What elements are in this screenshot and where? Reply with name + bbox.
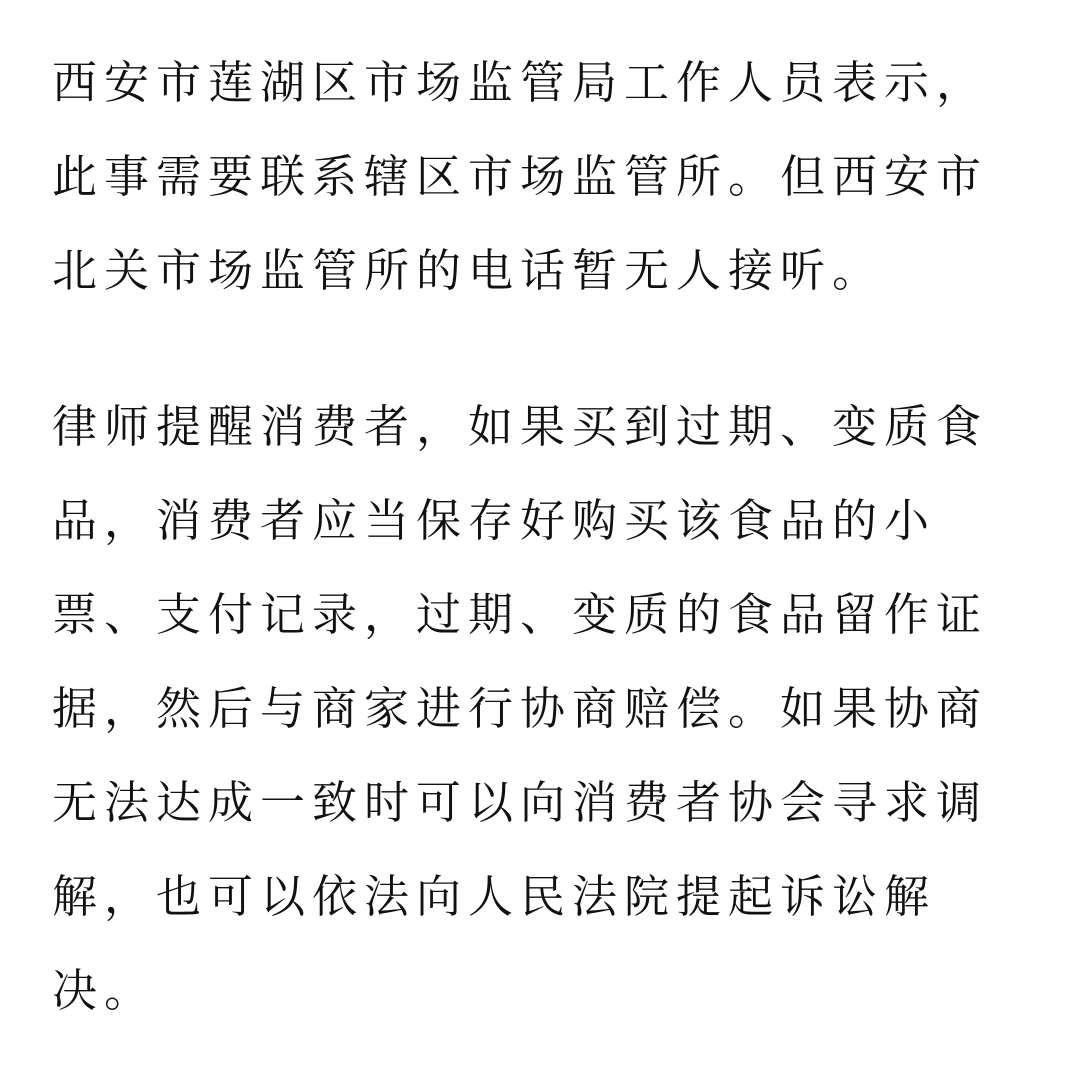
- text-line: 据，然后与商家进行协商赔偿。如果协商: [52, 682, 989, 735]
- text-line: 此事需要联系辖区市场监管所。但西安市: [52, 150, 989, 203]
- text-line: 解，也可以依法向人民法院提起诉讼解: [52, 870, 937, 923]
- text-line: 决。: [52, 964, 157, 1017]
- text-line: 品，消费者应当保存好购买该食品的小: [52, 494, 937, 547]
- text-line: 西安市莲湖区市场监管局工作人员表示，: [52, 56, 989, 109]
- text-line: 无法达成一致时可以向消费者协会寻求调: [52, 776, 989, 829]
- text-line: 北关市场监管所的电话暂无人接听。: [52, 244, 885, 297]
- paragraph-lawyer-advice: [52, 380, 1032, 1038]
- text-line: 票、支付记录，过期、变质的食品留作证: [52, 588, 989, 641]
- article-body: [52, 36, 1032, 1038]
- text-line: 律师提醒消费者，如果买到过期、变质食: [52, 400, 989, 453]
- paragraph-regulator-response: [52, 36, 1032, 318]
